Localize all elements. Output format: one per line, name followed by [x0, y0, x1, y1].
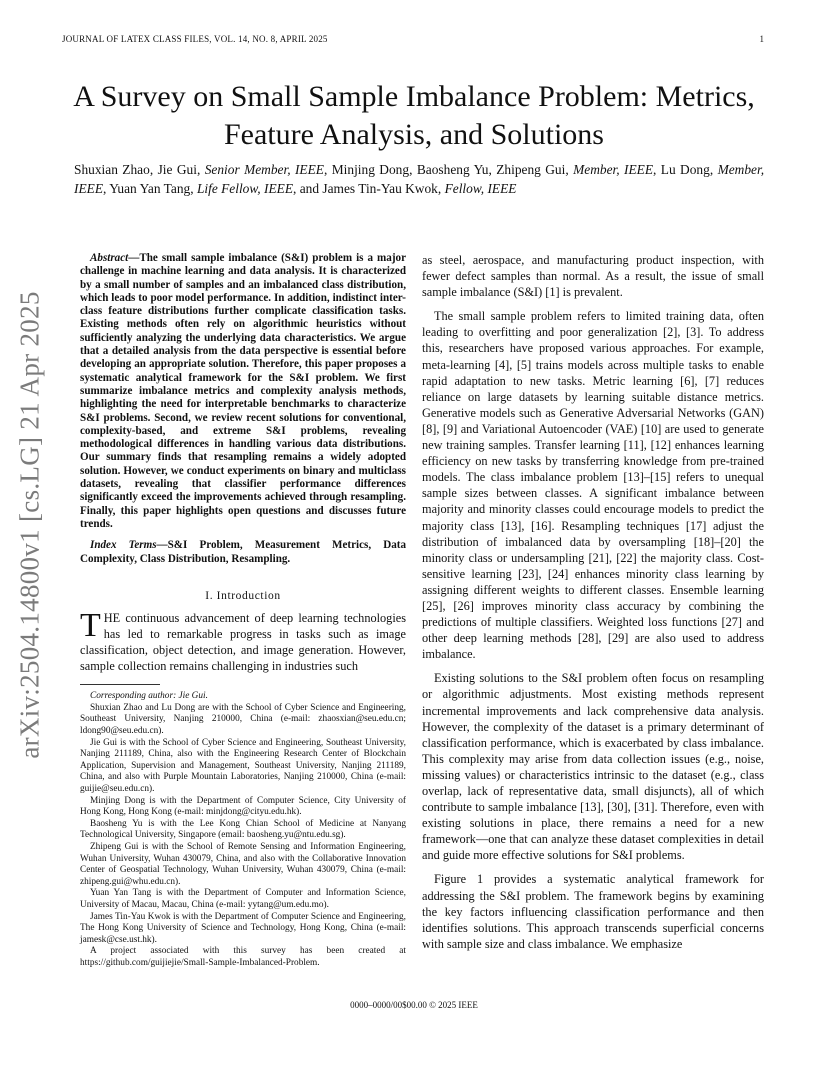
arxiv-identifier: arXiv:2504.14800v1 [cs.LG] 21 Apr 2025	[14, 291, 45, 759]
affiliation-footnote: Jie Gui is with the School of Cyber Science and Engineering, Southeast University, Nanjing 211189, China, also with the Engineering Research Center of Blockchain Application, Supervision and Management, Southeast University, Nanjing 211189, China, and also with Purple Mountain Laboratories, Nanjing 210000, China (e-mail: guijie@seu.edu.cn).	[80, 737, 406, 795]
project-footnote: A project associated with this survey has been created at https://github.com/guijiejie/Small-Sample-Imbalanced-Problem.	[80, 946, 406, 968]
footnotes	[80, 691, 406, 969]
author-name: Baosheng Yu	[416, 162, 489, 177]
affiliation-footnote: Baosheng Yu is with the Lee Kong Chian School of Medicine at Nanyang Technological University, Singapore (email: baosheng.yu@ntu.edu.sg).	[80, 818, 406, 841]
author-list: Shuxian Zhao, Jie Gui, Senior Member, IEEE, Minjing Dong, Baosheng Yu, Zhipeng Gui, Member, IEEE, Lu Dong, Member, IEEE, Yuan Yan Tang, Life Fellow, IEEE, and James Tin-Yau Kwok, Fellow, IEEE	[74, 162, 765, 196]
section-heading: I. Introduction	[205, 589, 281, 602]
right-column	[422, 252, 764, 952]
author-name: Jie Gui	[157, 162, 197, 177]
footnote-rule	[80, 684, 160, 685]
corresponding-author: Corresponding author: Jie Gui.	[90, 691, 208, 702]
paper-title: A Survey on Small Sample Imbalance Problem: Metrics, Feature Analysis, and Solutions	[73, 80, 755, 151]
running-header: JOURNAL OF LATEX CLASS FILES, VOL. 14, NO. 8, APRIL 2025	[62, 34, 328, 44]
affiliation-footnote: Zhipeng Gui is with the School of Remote Sensing and Information Engineering, Wuhan University, Wuhan 430079, China, and also with the Collaborative Innovation Center of Geospatial Technology, Wuhan University, Wuhan 430079, China (e-mail: zhipeng.gui@whu.edu.cn).	[80, 842, 406, 887]
arxiv-stamp	[10, 290, 50, 760]
index-terms-lead: Index Terms	[90, 539, 157, 552]
intro-paragraph	[80, 606, 406, 674]
affiliation-footnote: Minjing Dong is with the Department of Computer Science, City University of Hong Kong, Hong Kong (e-mail: minjdong@cityu.edu.hk).	[80, 795, 406, 818]
author-name: Shuxian Zhao	[74, 162, 150, 177]
author-role: Member, IEEE	[74, 162, 765, 196]
copyright-footer: 0000–0000/00$00.00 © 2025 IEEE	[350, 1000, 478, 1010]
affiliation-footnote: James Tin-Yau Kwok is with the Department of Computer Science and Engineering, The Hong Kong University of Science and Technology, Hong Kong, China (e-mail: jamesk@cse.ust.hk).	[80, 911, 406, 945]
drop-cap: T	[80, 606, 101, 644]
left-column	[80, 252, 406, 970]
page-number: 1	[759, 34, 764, 44]
author-role: Fellow, IEEE	[444, 181, 517, 196]
author-name: Lu Dong	[660, 162, 710, 177]
author-name: Zhipeng Gui	[496, 162, 566, 177]
author-name: Minjing Dong	[331, 162, 410, 177]
index-terms-text: —S&I Problem, Measurement Metrics, Data Complexity, Class Distribution, Resampling.	[80, 539, 406, 565]
author-role: Life Fellow, IEEE	[196, 181, 294, 196]
body-paragraph: Existing solutions to the S&I problem often focus on resampling or algorithmic adjustments. Most existing methods represent incremental improvements and lack comprehensive data analysis. However, the complexity of the dataset is a primary determinant of classification performance, which is exacerbated by class imbalance. This complexity may arise from data collection issues (e.g., noise, missing values) or characteristics intrinsic to the dataset (e.g., class overlap, lack of representative data, small disjuncts), all of which contribute to sample imbalance [13], [30], [31]. Therefore, even with existing solutions in place, there remains a need for a new framework—one that can analyze these dataset complexities in detail and guide more effective solutions for S&I problems.	[422, 671, 764, 863]
abstract-text: —The small sample imbalance (S&I) problem is a major challenge in machine learning and data analysis. It is characterized by a small number of samples and an imbalanced class distribution, which leads to poor model performance. In addition, indistinct inter-class feature distributions further complicate classification tasks. Existing methods often rely on algorithmic heuristics without sufficiently analyzing the underlying data characteristics. We argue that a detailed analysis from the data perspective is essential before developing an appropriate solution. Therefore, this paper proposes a systematic analytical framework for the S&I problem. We first summarize imbalance metrics and complexity analysis methods, highlighting the need for interpretable benchmarks to characterize S&I problems. Second, we review recent solutions for conventional, complexity-based, and extreme S&I problems, revealing methodological differences in handling various data distributions. Our summary finds that resampling remains a widely adopted solution. However, we conduct experiments on binary and multiclass datasets, revealing that classifier performance differences significantly exceed the improvements achieved through resampling. Finally, this paper highlights open questions and discusses future trends.	[80, 252, 406, 530]
abstract	[80, 252, 406, 531]
body-paragraph: Figure 1 provides a systematic analytical framework for addressing the S&I problem. The framework begins by examining the key factors influencing classification performance and then identifies solutions. This approach transcends superficial concerns with sample size and class imbalance. We emphasize	[422, 872, 764, 951]
author-name: Yuan Yan Tang	[109, 181, 191, 196]
author-role: Senior Member, IEEE	[204, 162, 324, 177]
author-name: James Tin-Yau Kwok	[322, 181, 438, 196]
intro-text: HE continuous advancement of deep learning technologies has led to remarkable progress in tasks such as image classification, object detection, and image generation. However, sample collection remains challenging in industries such	[80, 610, 406, 674]
index-terms	[80, 539, 406, 566]
body-paragraph: The small sample problem refers to limited training data, often leading to overfitting and poor generalization [2], [3]. To address this, researchers have proposed various approaches. For example, meta-learning [4], [5] trains models across multiple tasks to enable rapid adaptation to new tasks. Metric learning [6], [7] reduces reliance on large datasets by learning suitable distance metrics. Generative models such as Generative Adversarial Networks (GAN) [8], [9] and Variational Autoencoder (VAE) [10] are used to generate new training samples. Transfer learning [11], [12] enhances learning efficiency on new tasks by transferring knowledge from pre-trained models. The class imbalance problem [13]–[15] refers to unequal sample sizes between classes. A significant imbalance between majority and minority classes could encourage models to predict the majority class [13], [16]. Resampling techniques [17] adjust the distribution of imbalanced data by oversampling [18]–[20] the minority class or undersampling [21], [22] the majority class. Cost-sensitive learning [23], [24] enhances minority class learning by assigning different weights to different classes. Ensemble learning [25], [26] improves minority class accuracy by combining the predictions of multiple classifiers. Weighted loss functions [27] and other deep learning methods [28], [29] are also used to address imbalance.	[422, 309, 764, 662]
author-role: Member, IEEE	[573, 162, 653, 177]
affiliation-footnote: Shuxian Zhao and Lu Dong are with the School of Cyber Science and Engineering, Southeast University, Nanjing 210000, China (e-mail: zhaosxian@seu.edu.cn; ldong90@seu.edu.cn).	[80, 702, 406, 737]
abstract-lead: Abstract	[90, 252, 129, 264]
body-paragraph: as steel, aerospace, and manufacturing product inspection, with fewer defect samples than normal. As a result, the issue of small sample imbalance (S&I) [1] is prevalent.	[422, 253, 764, 300]
affiliation-footnote: Yuan Yan Tang is with the Department of Computer and Information Science, University of Macau, Macau, China (e-mail: yytang@um.edu.mo).	[80, 888, 406, 910]
